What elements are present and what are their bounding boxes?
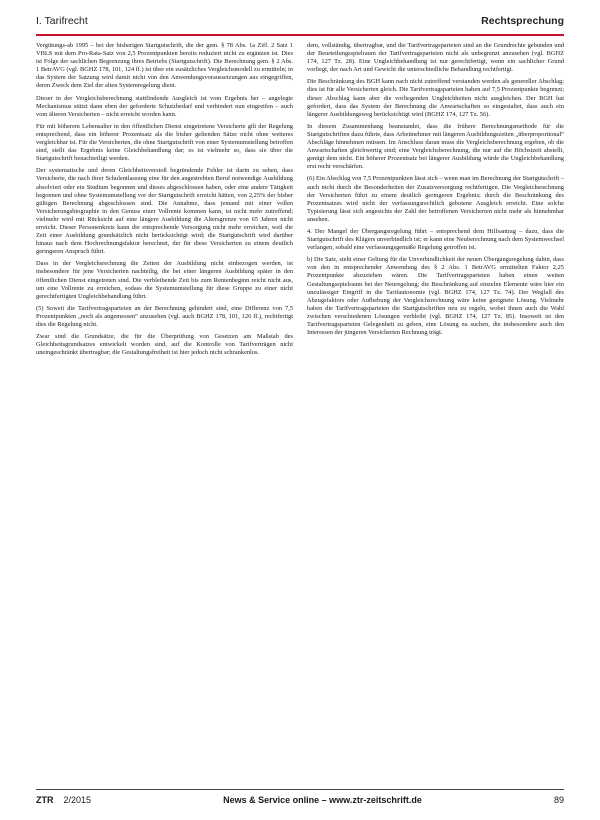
paragraph: Die Beschränkung des BGH kann nach nicht zutreffend verstanden werden als genereller Abschlag; dies ist für alle Versicherten gleich. Die Tarifvertragsparteien haben auf 7,5 Prozentpunkte begrenzt; dieser Abschlag kann aber die vorliegenden Ungleichheiten nicht ausgleichen. Der BGH hat gefordert, dass das System der Berechnung die Anwartschaften so eingestaltet, dass auch ein längerer Ausbildungsweg berücksichtigt wird (BGHZ 174, 127 Tz. 56). — [307, 78, 564, 118]
paragraph: b) Die Satz, steht einer Geltung für die Unverbindlichkeit der neuen Übergangsregelung dahin, dass von den in entsprechender Anwendung des § 2 Abs. 1 BetrAVG ermittelten Faktor 2,25 Prozentpunkte abzuziehen wären. Die Tarifvertragsparteien haben einen weiten Gestaltungsspielraum bei der Neuregelung; die Beschränkung auf einzelne Elemente wäre hier ein unzulässiger Eingriff in die Tarifautonomie (vgl. BGHZ 174, 127 Tz. 74). Der Wegfall des Abzugsfaktors oder Aufhebung der Vergleichsrechnung wäre keine geeignete Lösung. Vielmehr haben die Tarifvertragsparteien die Startgutschriften neu zu regeln, wobei ihnen auch die Wahl zwischen verschiedenen Lösungen verbleibt (vgl. BGHZ 174, 127 Tz. 85). Insoweit ist den Tarifvertragsparteien Gelegenheit zu geben, eine Lösung zu suchen, die insbesondere auch den Interessen der jüngeren Versicherten Rechnung trägt. — [307, 256, 564, 337]
paragraph: Der systematische und deren Gleichheitsverstoß begründende Fehler ist darin zu sehen, dass Versicherte, die nach ihrer Schulentlassung eine für den angestrebten Beruf notwendige Ausbildung absolviert oder ein Studium begonnen und dieses abgeschlossen haben, oder eine andere Tätigkeit begonnen und ohne Systemumstellung vor der Startgutschrift erreicht hätten, von 2,25% der bisher gültigen Berechnung abgeschlossen sind. Die Annahme, dass jemand mit einer vollen Versicherungsbiographie in den Genuss einer Vollrente kommen kann, ist nicht mehr zutreffend; vielmehr wird mit Rücksicht auf eine längere Ausbildung die Altersgrenze von 65 Jahren nicht erreicht. Dieser Personenkreis kann die entsprechende Versorgung nicht mehr erreichen, weil die Zeit einer Ausbildung grundsätzlich nicht berücksichtigt wird; die Startgutschrift wird darüber hinaus nach dem Hochrechnungsfaktor berechnet, der für diese Versicherten zu einem deutlich geringeren Anspruch führt. — [36, 167, 293, 256]
right-column — [307, 42, 564, 780]
header-divider — [36, 34, 564, 36]
paragraph: (6) Ein Abschlag von 7,5 Prozentpunkten lässt sich – wenn man im Berechnung der Startgutschrift – auch nicht durch die Besonderheiten der Zusatzversorgung rechtfertigen. Die Vergleichsrechnung der Versicherten führt zu einem deutlich geringeren Ergebnis; durch die Beschränkung des Prozentsatzes wird nicht der verfassungsrechtlich gebotene Ausgleich erreicht. Eine solche Typisierung lässt sich angesichts der Zahl der betroffenen Versicherten nicht mehr als hinnehmbar ansehen. — [307, 175, 564, 223]
paragraph: Für mit höherem Lebensalter in den öffentlichen Dienst eingetretene Versicherte gilt der Regelung entsprechend, dass ein höherer Prozentsatz als die bisher geltenden Sätze nicht ohne weiteres vergleichbar ist. Für die Versicherten, die ohne Startgutschrift von einer Systemumstellung betroffen sind, stellt das Ergebnis keine Gleichbehandlung dar; es ist vielmehr so, dass sie über die Startgutschrift benachteiligt werden. — [36, 122, 293, 163]
page-header — [36, 10, 564, 32]
left-column — [36, 42, 293, 780]
paragraph: 4. Der Mangel der Übergangsregelung führt – entsprechend dem Hilfsantrag – dazu, dass die Startgutschrift des Klägers unverbindlich ist; er kann eine Neuberechnung nach dem Systemwechsel verlangen, sobald eine verfassungsgemäße Regelung getroffen ist. — [307, 227, 564, 252]
paragraph: (5) Soweit die Tarifvertragsparteien an der Berechnung gehindert sind, eine Differenz von 7,5 Prozentpunkten „noch als angemessen“ anzusehen (vgl. auch BGHZ 178, 101, 126 ff.), rechtfertigt dies die Regelung nicht. — [36, 304, 293, 328]
page-footer — [36, 792, 564, 808]
footer-divider — [36, 789, 564, 790]
paragraph: dem, vollständig, übertragbar, und die Tarifvertragsparteien sind an die Grundrechte gebunden und der Beurteilungsspielraum der Tarifvertragsparteien nicht als unbegrenzt anzusehen (vgl. BGHZ 174, 127 Tz. 28). Eine Ungleichbehandlung ist nur gerechtfertigt, wenn ein sachlicher Grund vorliegt, der nach Art und Gewicht die unterschiedliche Behandlung rechtfertigt. — [307, 42, 564, 74]
paragraph: Vergütungs-ab 1995 – bei der bisherigen Startgutschrift, die der gem. § 78 Abs. 1a Ziff. 2 Satz 1 VBLS mit dem Pro-Rata-Satz von 2,5 Prozentpunkten bereits reduziert nicht zu ergänzen ist. Dies ist Folge der sachlichen Begrenzung ihres Betriebs (Startgutschrift). Die Berechnung gem. § 2 Abs. 1 BetrAVG (vgl. BGHZ 178, 101, 124 ff.) ist über ein zusätzliches Vergleichsmodell zu ermitteln; in das System der Satzung wird damit nicht von den Anwendungsvoraussetzungen aus eingegriffen, deren Zweck dem Ziel der alten Systemregelung dient. — [36, 42, 293, 90]
article-body — [36, 42, 564, 780]
footer-issue-info — [36, 795, 91, 805]
journal-logo: ZTR — [36, 795, 54, 805]
page-number: 89 — [553, 795, 564, 805]
website-link[interactable]: News & Service online – www.ztr-zeitschrift.de — [223, 795, 422, 805]
paragraph: Zwar sind die Grundsätze, die für die Überprüfung von Gesetzen am Maßstab des Gleichheitsgrundsatzes entwickelt worden sind, auf die Kontrolle von Tarifverträgen nicht uneingeschränkt übertragbar; die Gestaltungsfreiheit ist hier jedoch nicht schrankenlos. — [36, 333, 293, 357]
issue-number: 2/2015 — [63, 795, 92, 805]
paragraph: Dieser in der Vergleichsberechnung stattfindende Ausgleich ist vom Ergebnis her – angelegte Mechanismus stützt dann eben der geforderte Schutzbedarf und verhindert nun eingreifen – auch vom älteren Versicherten – nicht erreicht worden kann. — [36, 94, 293, 118]
paragraph: Dass in der Vergleichsrechnung die Zeiten der Ausbildung nicht einbezogen werden, ist insbesondere für jene Versicherten nachteilig, die bei einer längeren Ausbildung später in den öffentlichen Dienst eingetreten sind. Die verbleibende Zeit bis zum Rentenbeginn reicht nicht aus, um eine Vollrente zu erreichen, sodass die Systemumstellung für diese Gruppe zu einer nicht gerechtfertigten Ungleichbehandlung führt. — [36, 260, 293, 300]
section-title: I. Tarifrecht — [36, 15, 88, 27]
paragraph: In diesem Zusammenhang beanstandet, dass die frühere Berechnungsmethode für die Startgutschriften dazu führte, dass Arbeitnehmer mit längeren Ausbildungszeiten „überproportional“ Abschläge hinnehmen müssen. Im Anschluss daran muss die Vergleichsberechnung ergeben, ob die Anwartschaften gleichwertig sind; eine Vergleichsberechnung, die nur auf die Höchstzeit abstellt, genügt dem nicht. Ein höherer Prozentsatz bei längerer Ausbildung würde die Ungleichbehandlung erst recht verschärfen. — [307, 122, 564, 171]
category-label: Rechtsprechung — [481, 15, 564, 27]
